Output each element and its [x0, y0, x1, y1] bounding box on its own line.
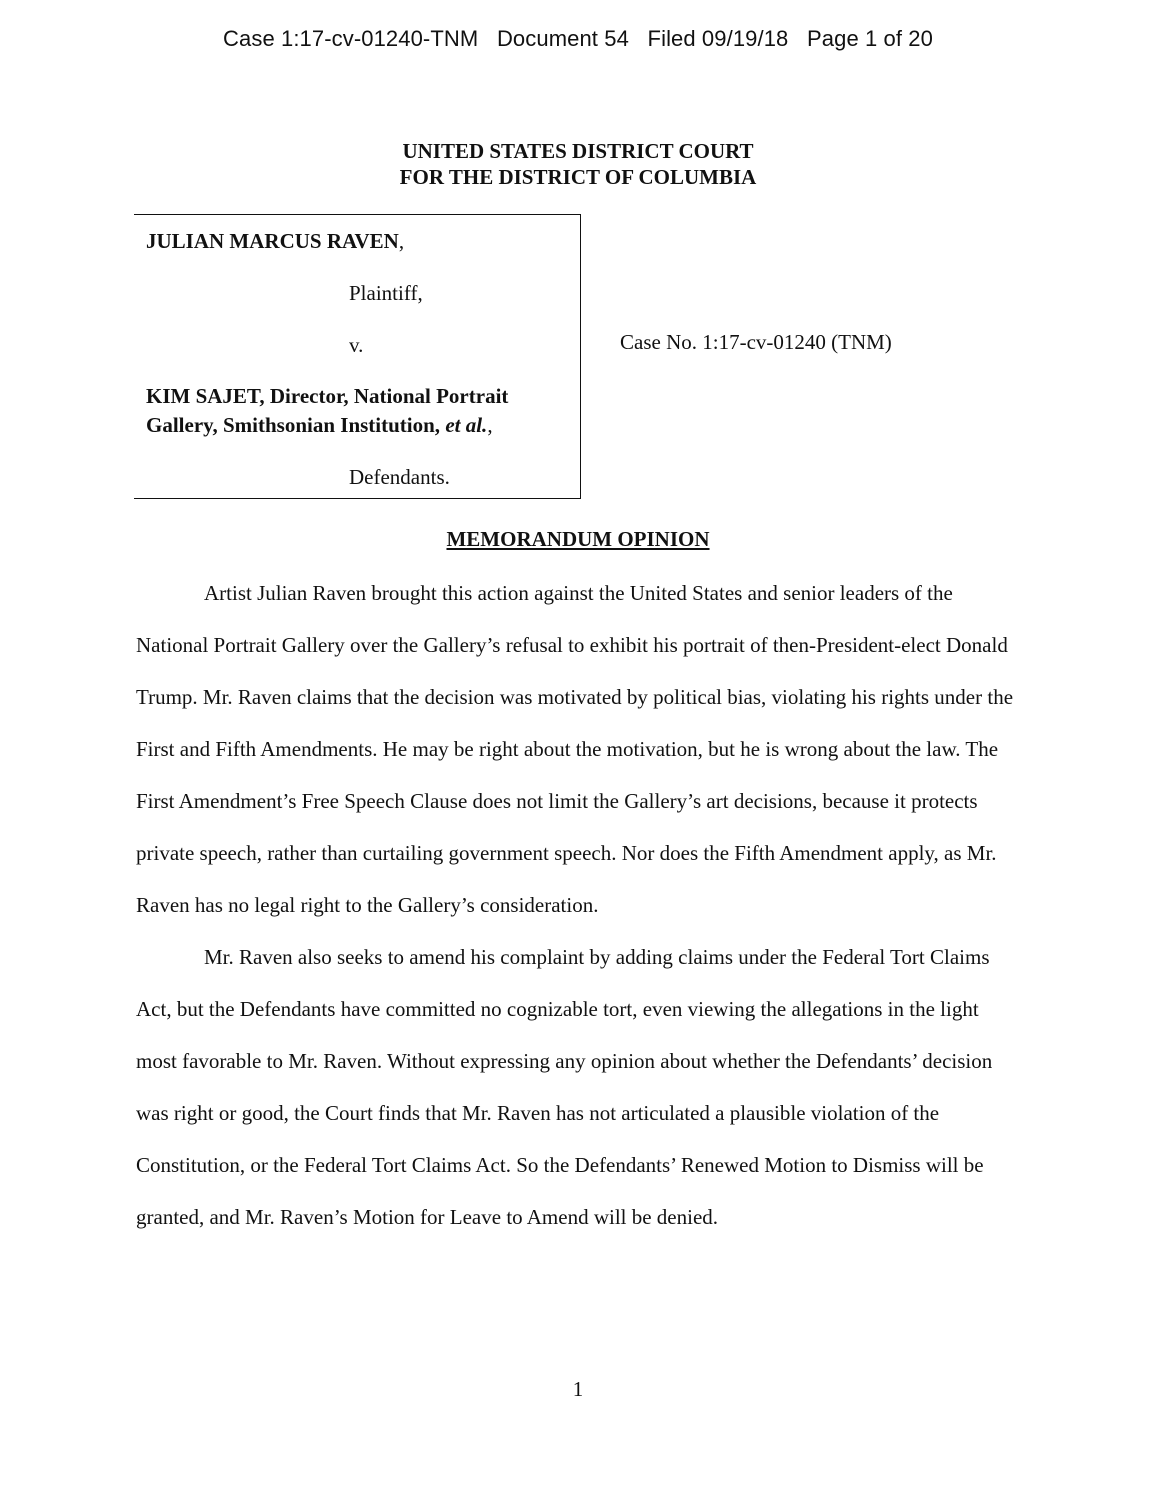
defendant-name-suffix: , — [487, 413, 493, 437]
case-caption-box — [134, 214, 581, 499]
plaintiff-name-suffix: , — [398, 229, 405, 253]
court-title-line1: UNITED STATES DISTRICT COURT — [402, 139, 754, 163]
page-number: 1 — [572, 1377, 584, 1401]
case-header: Case 1:17-cv-01240-TNM Document 54 Filed 09/19/18 Page 1 of 20 — [223, 26, 933, 51]
defendant-name-line2: Gallery, Smithsonian Institution, — [146, 413, 446, 437]
defendant-name — [146, 382, 571, 440]
versus-label: v. — [349, 333, 364, 357]
paragraph-1: Artist Julian Raven brought this action against the United States and senior leaders of the National Portrait Gallery over the Gallery’s refusal to exhibit his portrait of then-President-elect Donald Trump. Mr. Raven claims that the decision was motivated by political bias, violating his rights under the First and Fifth Amendments. He may be right about the motivation, but he is wrong about the law. The First Amendment’s Free Speech Clause does not limit the Gallery’s art decisions, because it protects private speech, rather than curtailing government speech. Nor does the Fifth Amendment apply, as Mr. Raven has no legal right to the Gallery’s consideration. — [136, 581, 1014, 917]
defendant-name-line1: KIM SAJET, Director, National Portrait — [146, 384, 509, 408]
memorandum-title: MEMORANDUM OPINION — [446, 527, 710, 551]
case-number: Case No. 1:17-cv-01240 (TNM) — [620, 330, 892, 354]
plaintiff-name — [146, 227, 404, 256]
opinion-body — [136, 567, 1016, 1243]
plaintiff-name-text: JULIAN MARCUS RAVEN — [146, 229, 399, 253]
court-title — [0, 138, 1156, 190]
defendant-et-al: et al. — [445, 413, 488, 437]
plaintiff-role: Plaintiff, — [349, 281, 423, 305]
paragraph-2: Mr. Raven also seeks to amend his complaint by adding claims under the Federal Tort Claims Act, but the Defendants have committed no cognizable tort, even viewing the allegations in the light most favorable to Mr. Raven. Without expressing any opinion about whether the Defendants’ decision was right or good, the Court finds that Mr. Raven has not articulated a plausible violation of the Constitution, or the Federal Tort Claims Act. So the Defendants’ Renewed Motion to Dismiss will be granted, and Mr. Raven’s Motion for Leave to Amend will be denied. — [136, 945, 993, 1229]
defendant-role: Defendants. — [349, 465, 450, 489]
court-title-line2: FOR THE DISTRICT OF COLUMBIA — [399, 165, 757, 189]
defendant-name-line2-wrap — [146, 411, 571, 440]
